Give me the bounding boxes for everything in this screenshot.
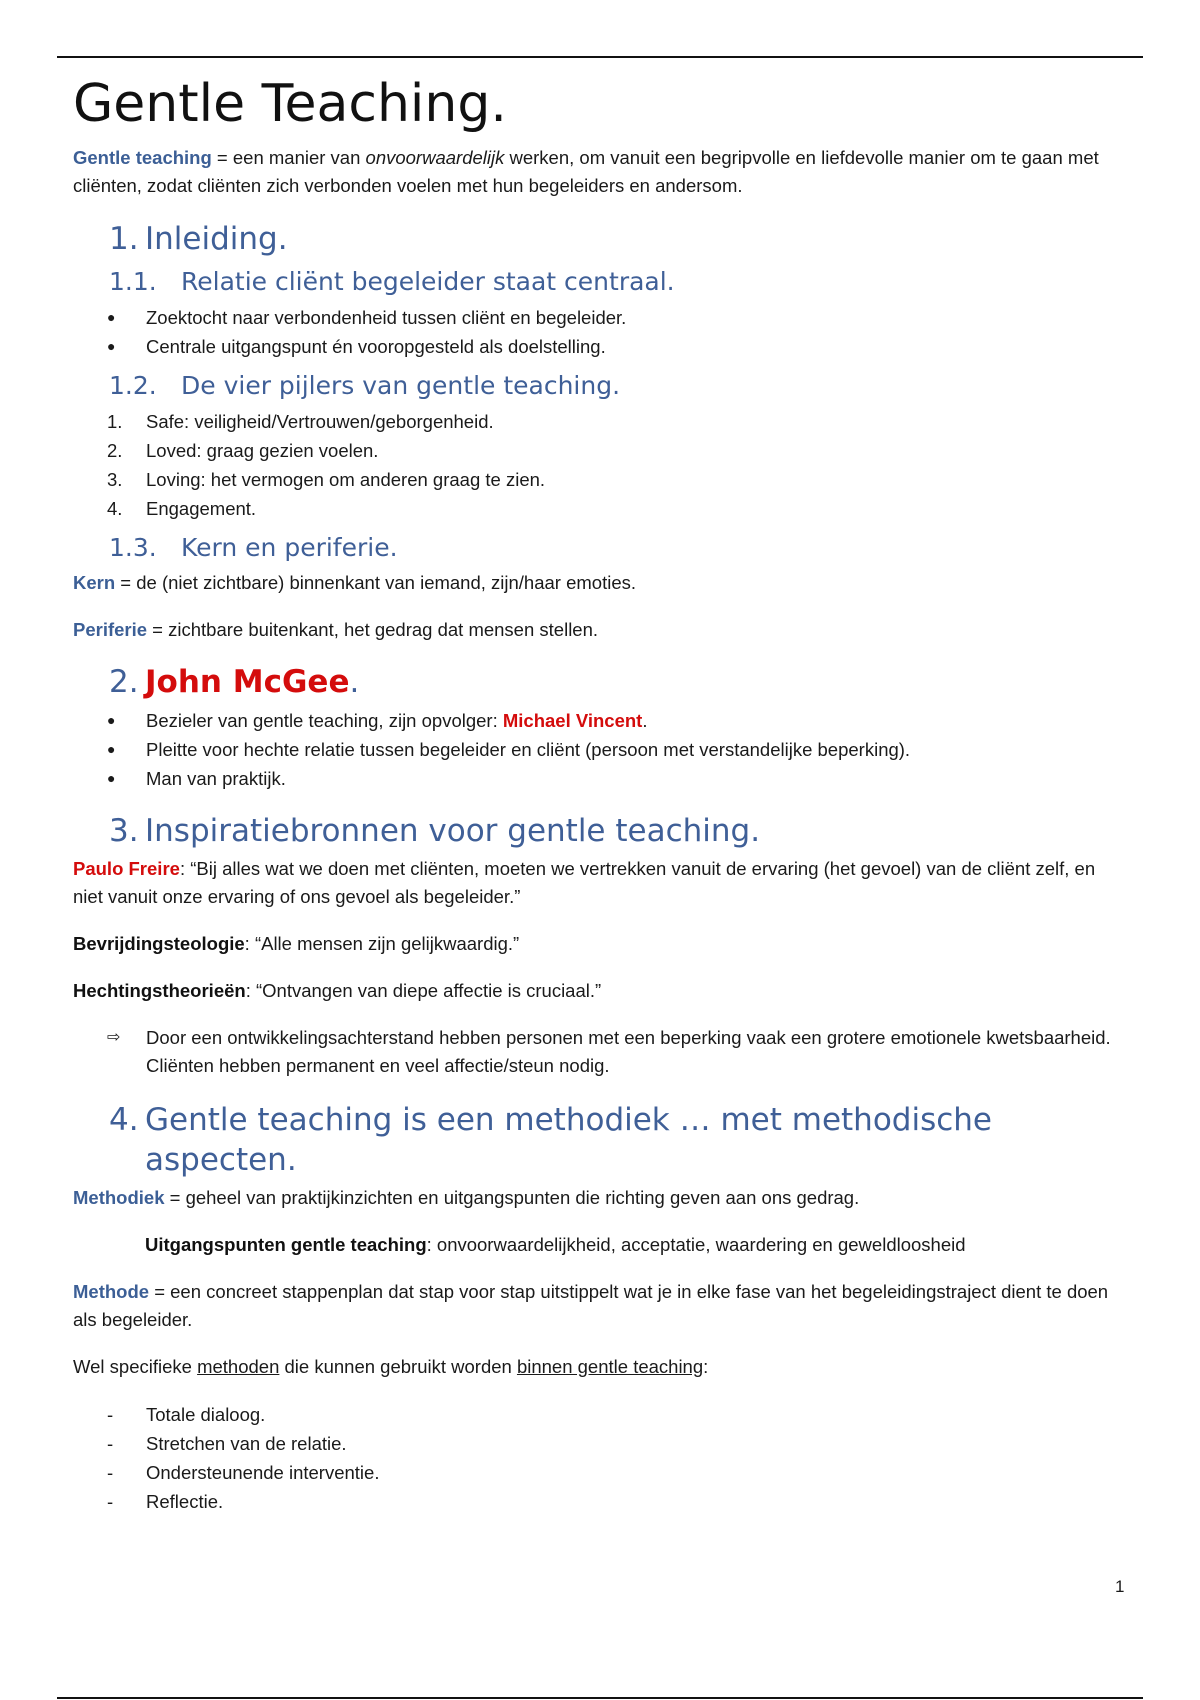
methods-underlined: methoden <box>197 1356 280 1377</box>
methodiek-definition <box>73 1184 1123 1212</box>
heading-1-2-title: De vier pijlers van gentle teaching. <box>181 371 621 400</box>
dash-icon: - <box>107 1433 114 1454</box>
dash-list-methods <box>73 1400 1123 1516</box>
intro-text: = een manier van <box>211 147 366 168</box>
methods-intro-colon: : <box>703 1356 709 1377</box>
list-item-text: Reflectie. <box>146 1491 224 1512</box>
list-item-text: Pleitte voor hechte relatie tussen begeleider en cliënt (persoon met verstandelijke beperking). <box>146 739 911 760</box>
bevrijding-term: Bevrijdingsteologie <box>73 933 245 954</box>
methods-intro-text: Wel specifieke <box>73 1356 198 1377</box>
intro-term: Gentle teaching <box>73 147 212 168</box>
heading-1-2-number: 1.2. <box>109 371 157 400</box>
periferie-text: = zichtbare buitenkant, het gedrag dat mensen stellen. <box>147 619 599 640</box>
bevrijding-quote <box>73 930 1123 958</box>
heading-3-title: Inspiratiebronnen voor gentle teaching. <box>145 813 761 849</box>
bullet-list-2 <box>73 706 1123 793</box>
dash-icon: - <box>107 1404 114 1425</box>
bullet-list-1-1 <box>73 303 1123 361</box>
list-item-text: Bezieler van gentle teaching, zijn opvolger: <box>146 710 503 731</box>
heading-1-2 <box>109 369 1123 403</box>
heading-1-1-number: 1.1. <box>109 267 157 296</box>
periferie-term: Periferie <box>73 619 148 640</box>
bullet-icon: ● <box>107 741 116 757</box>
successor-name: Michael Vincent <box>502 710 643 731</box>
heading-1-1-title: Relatie cliënt begeleider staat centraal. <box>181 267 675 296</box>
arrow-note <box>73 1024 1123 1080</box>
freire-text: : “Bij alles wat we doen met cliënten, moeten we vertrekken vanuit de ervaring (het gevoel) van de cliënt zelf, en niet vanuit onze ervaring of ons gevoel als begeleider.” <box>73 858 1096 907</box>
kern-definition <box>73 569 1123 597</box>
list-item <box>73 1429 1123 1458</box>
list-item <box>73 1400 1123 1429</box>
list-item <box>73 706 1123 735</box>
hechting-quote <box>73 977 1123 1005</box>
list-item-text: Safe: veiligheid/Vertrouwen/geborgenheid. <box>146 411 494 432</box>
uitgangspunten-text: : onvoorwaardelijkheid, acceptatie, waardering en geweldloosheid <box>426 1234 966 1255</box>
heading-2-number: 2. <box>109 664 139 700</box>
document-page <box>73 70 1123 1524</box>
heading-1-3-number: 1.3. <box>109 533 157 562</box>
list-item <box>73 1458 1123 1487</box>
list-item-period: . <box>642 710 648 731</box>
hechting-term: Hechtingstheorieën <box>73 980 246 1001</box>
heading-1-title: Inleiding. <box>145 221 288 257</box>
methods-intro-text-cont: die kunnen gebruikt worden <box>279 1356 517 1377</box>
heading-1-number: 1. <box>109 221 139 257</box>
arrow-icon: ⇨ <box>107 1029 121 1046</box>
methode-text: = een concreet stappenplan dat stap voor stap uitstippelt wat je in elke fase van het begeleidingstraject dient te doen als begeleider. <box>73 1281 1109 1330</box>
kern-term: Kern <box>73 572 116 593</box>
arrow-note-text: Door een ontwikkelingsachterstand hebben personen met een beperking vaak een grotere emotionele kwetsbaarheid. Cliënten hebben permanent en veel affectie/steun nodig. <box>146 1027 1111 1076</box>
heading-3-number: 3. <box>109 813 139 849</box>
methods-intro <box>73 1353 1123 1381</box>
bullet-icon: ● <box>107 712 116 728</box>
heading-4 <box>109 1100 1123 1180</box>
list-item-text: Loving: het vermogen om anderen graag te zien. <box>146 469 546 490</box>
uitgangspunten-term: Uitgangspunten gentle teaching <box>145 1234 427 1255</box>
heading-1-3 <box>109 531 1123 565</box>
list-item-text: Man van praktijk. <box>146 768 286 789</box>
freire-term: Paulo Freire <box>73 858 180 879</box>
heading-1-1 <box>109 265 1123 299</box>
list-item-text: Stretchen van de relatie. <box>146 1433 347 1454</box>
list-item <box>73 465 1123 494</box>
bevrijding-text: : “Alle mensen zijn gelijkwaardig.” <box>244 933 520 954</box>
heading-1 <box>109 219 1123 259</box>
bottom-rule <box>57 1697 1143 1699</box>
dash-icon: - <box>107 1462 114 1483</box>
list-number: 3. <box>107 469 123 490</box>
methode-definition <box>73 1278 1123 1334</box>
bullet-icon: ● <box>107 770 116 786</box>
methodiek-term: Methodiek <box>73 1187 165 1208</box>
list-item-text: Zoektocht naar verbondenheid tussen cliënt en begeleider. <box>146 307 627 328</box>
top-rule <box>57 56 1143 58</box>
document-title: Gentle Teaching. <box>73 74 507 134</box>
list-item-text: Loved: graag gezien voelen. <box>146 440 379 461</box>
list-item-text: Engagement. <box>146 498 257 519</box>
heading-2-period: . <box>349 664 360 700</box>
freire-quote <box>73 855 1123 911</box>
hechting-text: : “Ontvangen van diepe affectie is cruciaal.” <box>245 980 602 1001</box>
list-item <box>73 332 1123 361</box>
heading-4-number: 4. <box>109 1102 139 1138</box>
list-item <box>73 436 1123 465</box>
heading-3 <box>109 811 1123 851</box>
kern-text: = de (niet zichtbare) binnenkant van iemand, zijn/haar emoties. <box>115 572 637 593</box>
list-item <box>73 764 1123 793</box>
list-item-text: Centrale uitgangspunt én vooropgesteld als doelstelling. <box>146 336 606 357</box>
bullet-icon: ● <box>107 309 116 325</box>
uitgangspunten <box>145 1231 1123 1259</box>
list-item <box>73 407 1123 436</box>
list-item <box>73 735 1123 764</box>
page-number: 1 <box>1115 1577 1125 1596</box>
dash-icon: - <box>107 1491 114 1512</box>
list-number: 4. <box>107 498 123 519</box>
within-gentle-teaching-underlined: binnen gentle teaching <box>516 1356 704 1377</box>
list-number: 2. <box>107 440 123 461</box>
list-item <box>73 1487 1123 1516</box>
list-item <box>73 303 1123 332</box>
list-number: 1. <box>107 411 123 432</box>
methode-term: Methode <box>73 1281 150 1302</box>
intro-text-cont: werken, om vanuit een begripvolle en liefdevolle manier om te gaan met cliënten, zodat cliënten zich verbonden voelen met hun begeleiders en andersom. <box>73 147 1099 196</box>
list-item-text: Ondersteunende interventie. <box>146 1462 380 1483</box>
list-item-text: Totale dialoog. <box>146 1404 266 1425</box>
intro-emphasis: onvoorwaardelijk <box>365 147 505 168</box>
bullet-icon: ● <box>107 338 116 354</box>
heading-4-title: Gentle teaching is een methodiek … met methodische aspecten. <box>145 1102 992 1178</box>
heading-1-3-title: Kern en periferie. <box>181 533 398 562</box>
intro-paragraph <box>73 144 1123 200</box>
periferie-definition <box>73 616 1123 644</box>
methodiek-text: = geheel van praktijkinzichten en uitgangspunten die richting geven aan ons gedrag. <box>164 1187 860 1208</box>
heading-2-title: John McGee <box>145 664 350 700</box>
heading-2 <box>109 662 1123 702</box>
list-item <box>73 494 1123 523</box>
numbered-list-pillars <box>73 407 1123 523</box>
